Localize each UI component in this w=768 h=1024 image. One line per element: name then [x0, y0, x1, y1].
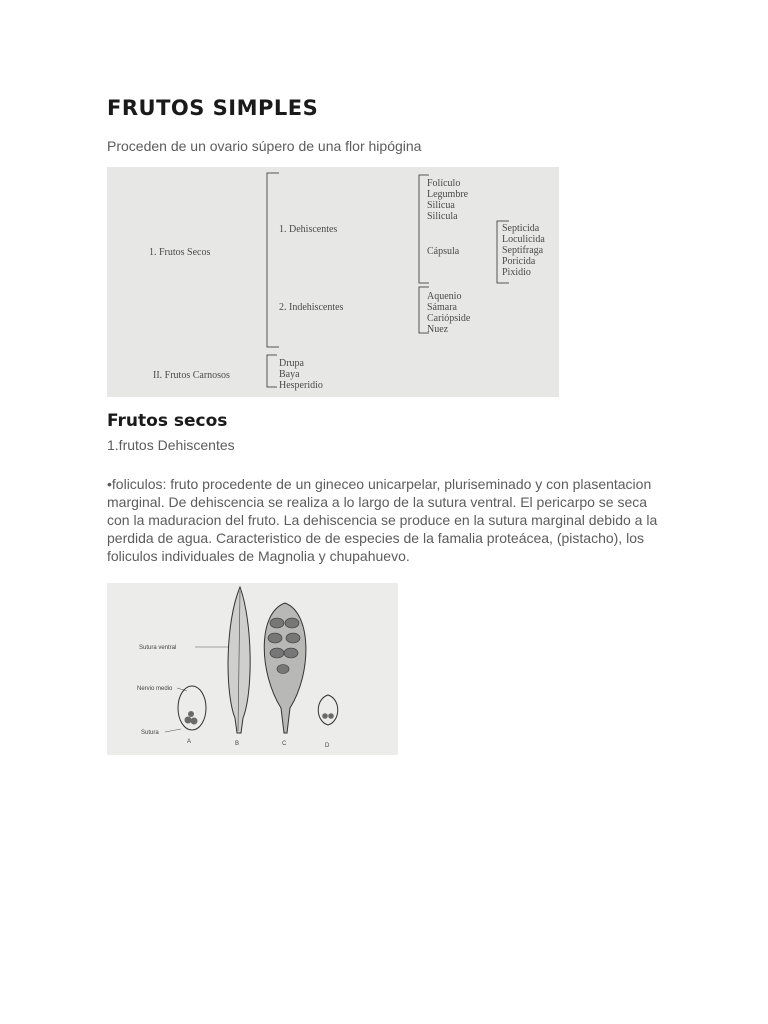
item-hesperidio: Hesperidio	[279, 380, 323, 391]
section-subheading: 1.frutos Dehiscentes	[107, 437, 235, 453]
item-pixidio: Pixidio	[502, 267, 531, 278]
item-silicua: Silicua	[427, 200, 455, 211]
label-frutos-carnosos: II. Frutos Carnosos	[153, 370, 230, 381]
label-nervio-medio: Nervio medio	[137, 686, 173, 692]
section-heading: Frutos secos	[107, 411, 228, 431]
item-foliculo: Folículo	[427, 178, 461, 189]
item-capsula: Cápsula	[427, 246, 460, 257]
item-silicula: Silicula	[427, 211, 458, 222]
page-subtitle: Proceden de un ovario súpero de una flor hipógina	[107, 138, 422, 154]
item-aquenio: Aquenio	[427, 291, 462, 302]
item-drupa: Drupa	[279, 358, 304, 369]
panel-label-b: B	[235, 741, 240, 747]
label-sutura: Sutura	[141, 730, 159, 736]
follicle-figure	[107, 583, 398, 755]
panel-label-d: D	[325, 743, 330, 749]
item-samara: Sámara	[427, 302, 457, 313]
follicle-a-drawing	[178, 686, 206, 730]
item-cariopside: Cariópside	[427, 313, 471, 324]
section-paragraph: •foliculos: fruto procedente de un gineceo unicarpelar, pluriseminado y con plasentacion marginal. De dehiscencia se realiza a lo largo de la sutura ventral. El pericarpo se seca con la maduracion del fruto. La dehiscencia se produce en la sutura marginal debido a la perdida de agua. Caracteristico de de especies de la famalia proteácea, (pistacho), los foliculos individuales de Magnolia y chupahuevo.	[107, 476, 658, 564]
item-poricida: Poricida	[502, 256, 536, 267]
fruit-classification-figure	[107, 167, 559, 397]
follicle-b-drawing	[228, 587, 250, 733]
label-sutura-ventral: Sutura ventral	[139, 645, 177, 651]
seed-d-drawing	[318, 695, 338, 725]
bracket-dry	[267, 173, 279, 347]
follicle-c-drawing	[264, 603, 306, 733]
item-loculicida: Loculicida	[502, 234, 545, 245]
item-baya: Baya	[279, 369, 300, 380]
item-septifraga: Septifraga	[502, 245, 544, 256]
item-septicida: Septicida	[502, 223, 540, 234]
page-title: FRUTOS SIMPLES	[107, 96, 319, 120]
bracket-fleshy	[267, 355, 277, 387]
item-nuez: Nuez	[427, 324, 449, 335]
label-indehiscentes: 2. Indehiscentes	[279, 302, 344, 313]
panel-label-c: C	[282, 741, 287, 747]
label-frutos-secos: 1. Frutos Secos	[149, 247, 211, 258]
item-legumbre: Legumbre	[427, 189, 469, 200]
panel-label-a: A	[187, 739, 192, 745]
label-dehiscentes: 1. Dehiscentes	[279, 224, 338, 235]
